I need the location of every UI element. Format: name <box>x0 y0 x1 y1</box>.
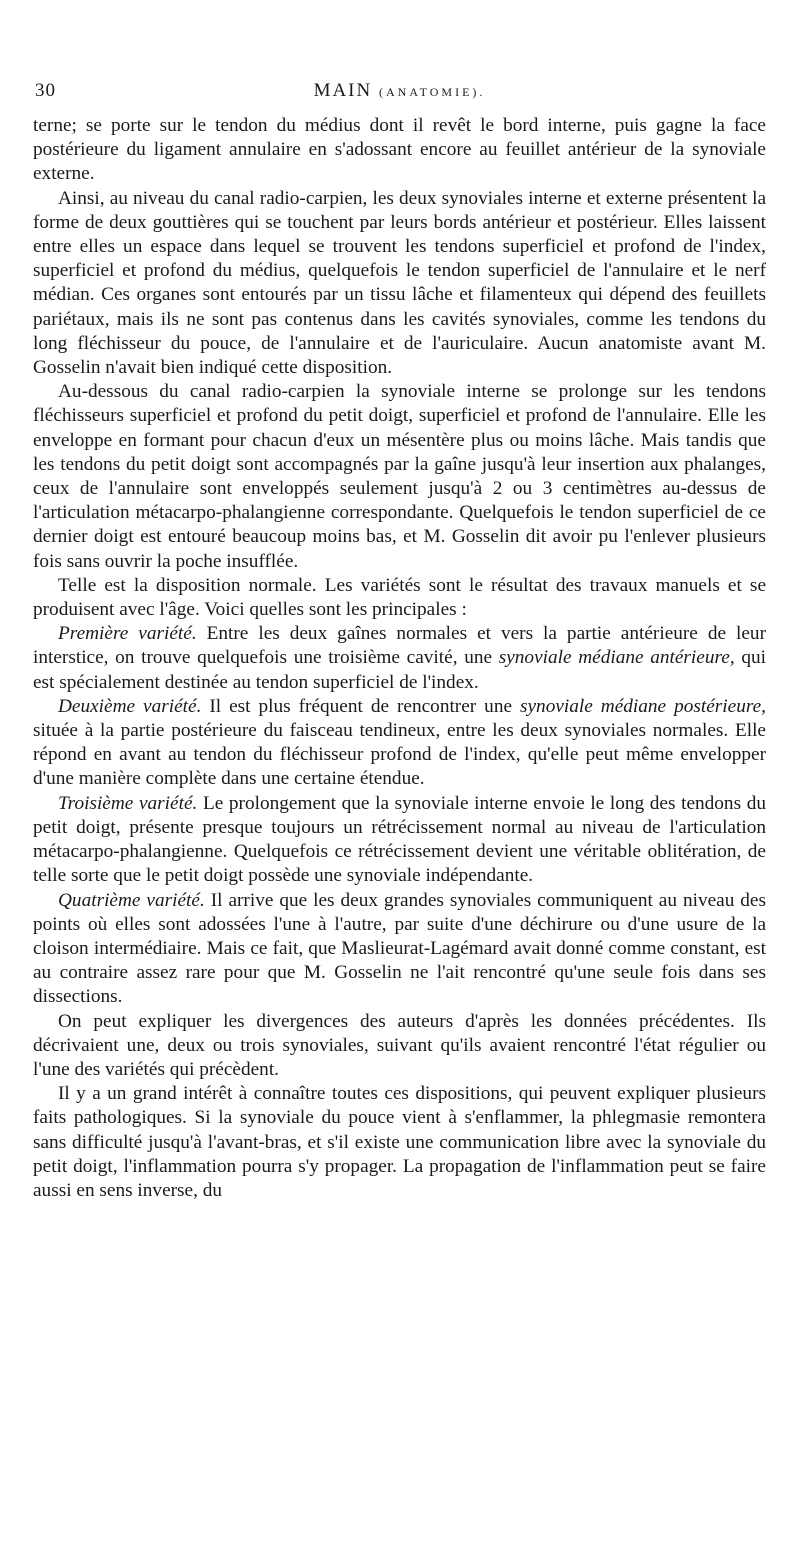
italic-run: Première variété. <box>58 623 197 645</box>
paragraph-p8 <box>33 889 766 1010</box>
text-run: Il y a un grand intérêt à connaître toutes ces dispositions, qui peuvent expliquer plusieurs faits pathologiques. Si la synoviale du pouce vient à s'enflammer, la phlegmasie remontera sans difficulté jusqu'à l'avant-bras, et s'il existe une communication libre avec la synoviale du petit doigt, l'inflammation pourra s'y propager. La propagation de l'inflammation peut se faire aussi en sens inverse, du <box>33 1083 766 1201</box>
text-run: On peut expliquer les divergences des auteurs d'après les données précédentes. Ils décrivaient une, deux ou trois synoviales, suivant qu'ils avaient rencontré l'état régulier ou l'une des variétés qui précèdent. <box>33 1010 766 1080</box>
paragraph-p3 <box>33 380 766 574</box>
text-run: Au-dessous du canal radio-carpien la synoviale interne se prolonge sur les tendons fléchisseurs superficiel et profond du petit doigt, superficiel et profond de l'annulaire. Elle les enveloppe en formant pour chacun d'eux un mésentère plus ou moins lâche. Mais tandis que les tendons du petit doigt sont accompagnés par la gaîne jusqu'à leur insertion aux phalanges, ceux de l'annulaire sont enveloppés seulement jusqu'à 2 ou 3 centimètres au-dessus de l'articulation métacarpo-phalangienne correspondante. Quelquefois le tendon superficiel de ce dernier doigt est entouré beaucoup moins bas, et M. Gosselin dit avoir pu l'enlever plusieurs fois sans ouvrir la poche insufflée. <box>33 381 766 572</box>
text-run: Il est plus fréquent de rencontrer une <box>201 695 520 717</box>
paragraph-p9 <box>33 1010 766 1083</box>
paragraph-p5 <box>33 622 766 695</box>
text-run: Il arrive que les deux grandes synoviales communiquent au niveau des points où elles sont adossées l'une à l'autre, par suite d'une déchirure ou d'une usure de la cloison intermédiaire. Mais ce fait, que Maslieurat-Lagémard avait donné comme constant, est au contraire assez rare pour que M. Gosselin ne l'ait rencontré qu'une seule fois dans ses dissections. <box>33 889 766 1008</box>
text-run: située à la partie postérieure du faisceau tendineux, entre les deux synoviales normales. Elle répond en avant au tendon du fléchisseur profond de l'index, qu'elle peut même envelopper d'une manière complète dans une certaine étendue. <box>33 720 766 790</box>
page-number: 30 <box>35 80 56 101</box>
running-title-sub: (ANATOMIE). <box>378 85 486 99</box>
text-run: terne; se porte sur le tendon du médius dont il revêt le bord interne, puis gagne la face postérieure du ligament annulaire en s'adossant encore au feuillet antérieur de la synoviale externe. <box>33 115 766 185</box>
book-page <box>33 80 766 1203</box>
italic-run: synoviale médiane postérieure, <box>520 695 766 717</box>
italic-run: Deuxième variété. <box>58 695 202 717</box>
footer-marks <box>0 1500 800 1520</box>
text-run: Le prolongement que la synoviale interne envoie le long des tendons du petit doigt, présente presque toujours un rétrécissement normal au niveau de l'articulation métacarpo-phalangienne. Quelquefois ce rétrécissement devient une véritable oblitération, de telle sorte que le petit doigt possède une synoviale indépendante. <box>33 792 766 887</box>
text-run: Entre les deux gaînes normales et vers la partie antérieure de leur interstice, on trouve quelquefois une troisième cavité, une <box>33 623 766 669</box>
text-run: qui est spécialement destinée au tendon superficiel de l'index. <box>33 647 766 693</box>
running-title <box>33 80 766 102</box>
text-run: Telle est la disposition normale. Les variétés sont le résultat des travaux manuels et se produisent avec l'âge. Voici quelles sont les principales : <box>33 574 766 621</box>
paragraph-p7 <box>33 792 766 889</box>
body-text <box>33 114 766 1203</box>
paragraph-p6 <box>33 695 766 792</box>
paragraph-p2 <box>33 187 766 381</box>
italic-run: synoviale médiane antérieure, <box>498 647 735 669</box>
italic-run: Quatrième variété. <box>58 889 205 911</box>
italic-run: Troisième variété. <box>58 792 198 814</box>
paragraph-p1 <box>33 114 766 187</box>
text-run: Ainsi, au niveau du canal radio-carpien, les deux synoviales interne et externe présentent la forme de deux gouttières qui se touchent par leurs bords antérieur et postérieur. Elles laissent entre elles un espace dans lequel se trouvent les tendons superficiel et profond de l'index, superficiel et profond du médius, quelquefois le tendon superficiel de l'annulaire et le nerf médian. Ces organes sont entourés par un tissu lâche et filamenteux qui dépend des feuillets pariétaux, mais ils ne sont pas contenus dans les cavités synoviales, comme les tendons du long fléchisseur du pouce, de l'annulaire et de l'auriculaire. Aucun anatomiste avant M. Gosselin n'avait bien indiqué cette disposition. <box>33 187 766 379</box>
paragraph-p4 <box>33 574 766 622</box>
running-head <box>33 80 766 114</box>
paragraph-p10 <box>33 1082 766 1203</box>
running-title-main: MAIN <box>313 80 373 101</box>
